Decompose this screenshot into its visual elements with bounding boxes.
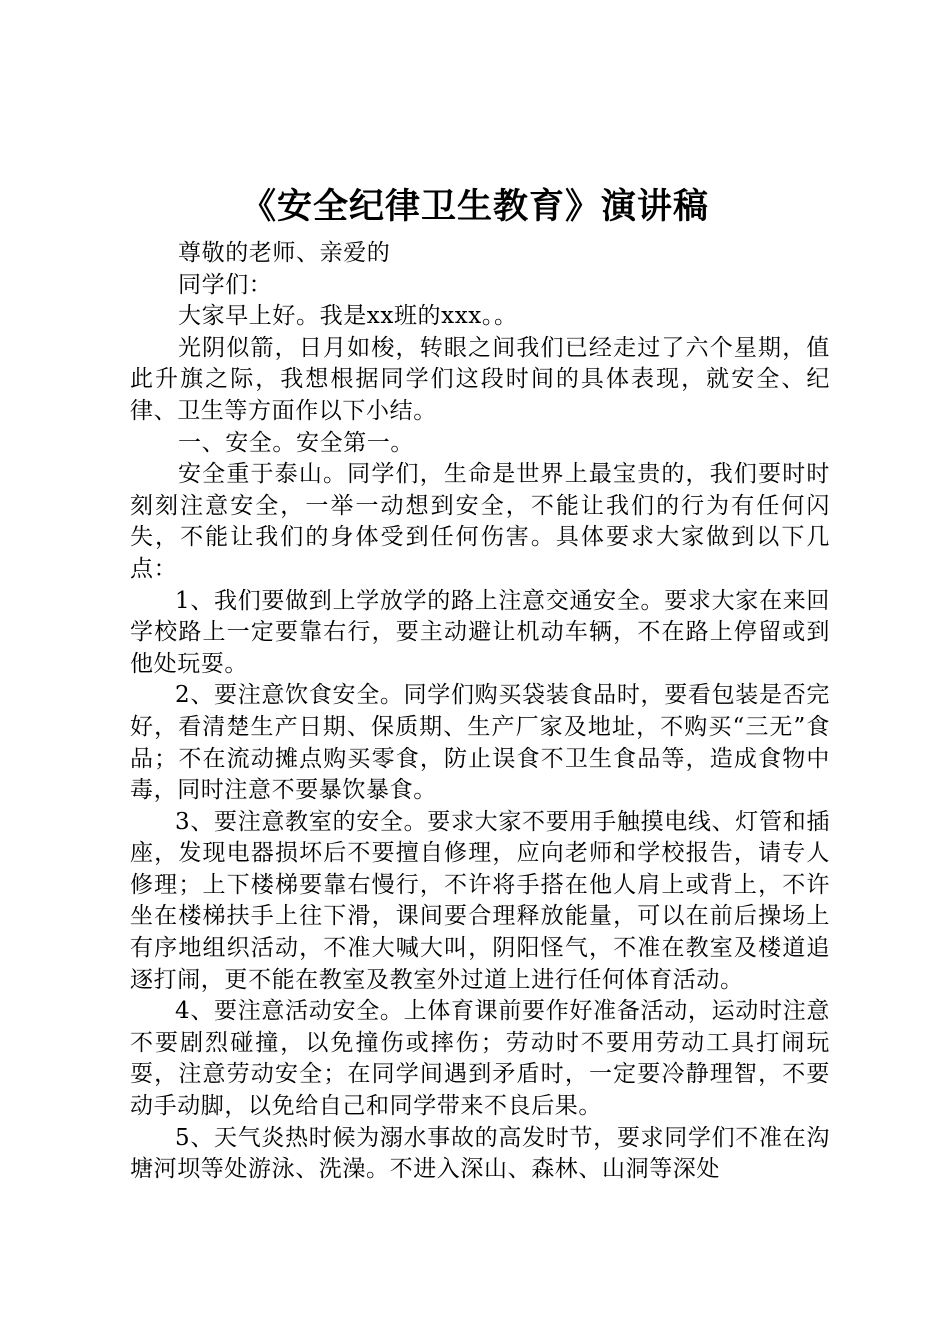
safety-item-4: 4、要注意活动安全。上体育课前要作好准备活动，运动时注意不要剧烈碰撞，以免撞伤或摔伤；劳动时不要用劳动工具打闹玩耍，注意劳动安全；在同学间遇到矛盾时，一定要冷静理智，不要动手动脚，以免给自己和同学带来不良后果。 bbox=[130, 998, 830, 1120]
safety-item-3: 3、要注意教室的安全。要求大家不要用手触摸电线、灯管和插座，发现电器损坏后不要擅自修理，应向老师和学校报告，请专人修理；上下楼梯要靠右慢行，不许将手搭在他人肩上或背上，不许坐在楼梯扶手上往下滑，课间要合理释放能量，可以在前后操场上有序地组织活动，不准大喊大叫，阴阳怪气，不准在教室及楼道追逐打闹，更不能在教室及教室外过道上进行任何体育活动。 bbox=[130, 808, 830, 993]
document-title: 《安全纪律卫生教育》演讲稿 bbox=[240, 186, 709, 227]
safety-item-5: 5、天气炎热时候为溺水事故的高发时节，要求同学们不准在沟塘河坝等处游泳、洗澡。不进入深山、森林、山洞等深处 bbox=[130, 1124, 830, 1183]
salutation-line-2: 同学们： bbox=[178, 271, 273, 298]
salutation-line-1: 尊敬的老师、亲爱的 bbox=[178, 240, 391, 266]
document-body bbox=[130, 238, 830, 1186]
safety-intro-paragraph: 安全重于泰山。同学们，生命是世界上最宝贵的，我们要时时刻刻注意安全，一举一动想到安全，不能让我们的行为有任何闪失，不能让我们的身体受到任何伤害。具体要求大家做到以下几点： bbox=[130, 461, 830, 582]
safety-item-2: 2、要注意饮食安全。同学们购买袋装食品时，要看包装是否完好，看清楚生产日期、保质期、生产厂家及地址，不购买“三无”食品；不在流动摊点购买零食，防止误食不卫生食品等，造成食物中毒，同时注意不要暴饮暴食。 bbox=[130, 682, 830, 804]
greeting-paragraph: 大家早上好。我是xx班的xxx。。 bbox=[178, 303, 518, 330]
section-heading-safety: 一、安全。安全第一。 bbox=[178, 429, 414, 456]
intro-paragraph: 光阴似箭，日月如梭，转眼之间我们已经走过了六个星期，值此升旗之际，我想根据同学们这段时间的具体表现，就安全、纪律、卫生等方面作以下小结。 bbox=[130, 334, 830, 424]
safety-item-1: 1、我们要做到上学放学的路上注意交通安全。要求大家在来回学校路上一定要靠右行，要主动避让机动车辆，不在路上停留或到他处玩耍。 bbox=[130, 587, 830, 677]
